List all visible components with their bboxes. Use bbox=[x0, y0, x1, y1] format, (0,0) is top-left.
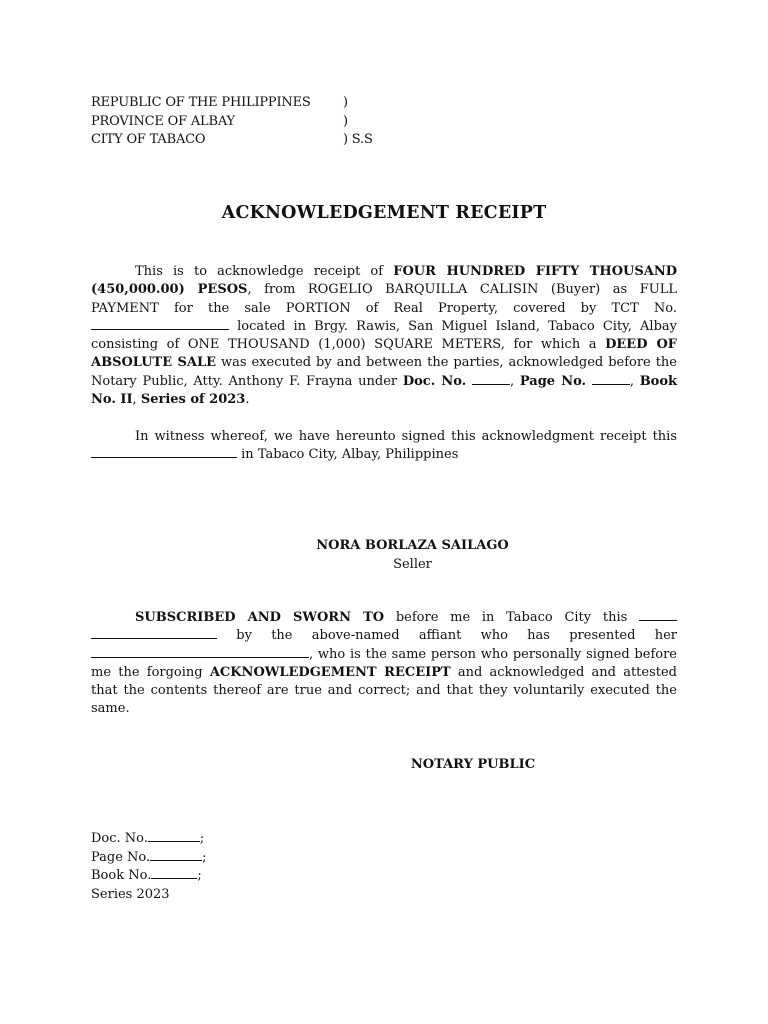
notarial-register-block bbox=[91, 830, 207, 904]
para1-sep-1: , bbox=[509, 373, 520, 389]
para1-sep-3: , bbox=[132, 392, 141, 408]
footer-doc-end: ; bbox=[199, 831, 205, 846]
para3-text-4: and acknowledged and attested that the contents thereof are true and correct; and that they voluntarily executed the same. bbox=[91, 664, 677, 717]
para1-text-4: was executed by and between the parties, acknowledged before the Notary Public, Atty. Anthony F. Frayna under bbox=[91, 355, 677, 389]
witness-paragraph bbox=[91, 428, 677, 465]
id-blank bbox=[91, 656, 309, 658]
signature-block bbox=[0, 537, 768, 574]
venue-ss: ) S.S bbox=[343, 132, 373, 147]
series-label: Series of 2023 bbox=[140, 392, 246, 408]
document-title: ACKNOWLEDGEMENT RECEIPT bbox=[221, 203, 547, 223]
page-no-blank bbox=[592, 383, 630, 385]
receipt-title-ref: ACKNOWLEDGEMENT RECEIPT bbox=[209, 664, 451, 680]
footer-doc-line bbox=[91, 830, 207, 849]
footer-page-end: ; bbox=[202, 849, 207, 865]
venue-city: CITY OF TABACO bbox=[91, 132, 206, 147]
footer-book-end: ; bbox=[197, 868, 202, 883]
signer-name: NORA BORLAZA SAILAGO bbox=[316, 538, 509, 553]
para3-text-2: by the above-named affiant who has presented her bbox=[217, 628, 677, 644]
footer-book-blank bbox=[151, 877, 197, 879]
venue-province: PROVINCE OF ALBAY bbox=[91, 113, 235, 129]
subscribed-sworn-text: SUBSCRIBED AND SWORN TO bbox=[135, 610, 385, 625]
footer-page-blank bbox=[150, 859, 202, 861]
para3-text-3: , who is the same person who personally signed before me the forgoing bbox=[91, 646, 677, 680]
deed-title-text: DEED OF ABSOLUTE SALE bbox=[91, 337, 677, 371]
notary-public-label: NOTARY PUBLIC bbox=[410, 757, 536, 772]
footer-page-line bbox=[91, 849, 207, 868]
signer-role: Seller bbox=[393, 556, 432, 572]
para2-text-2: in Tabaco City, Albay, Philippines bbox=[237, 447, 459, 463]
para1-text-2: , from ROGELIO BARQUILLA CALISIN (Buyer) as FULL PAYMENT for the sale PORTION of Real Property, covered by TCT No. bbox=[91, 282, 677, 316]
day-blank bbox=[639, 619, 677, 621]
venue-bracket: ) bbox=[343, 95, 348, 110]
receipt-paragraph bbox=[91, 263, 677, 409]
para1-sep-2: , bbox=[629, 373, 640, 389]
page-no-label: Page No. bbox=[519, 373, 587, 389]
venue-bracket: ) bbox=[343, 113, 348, 129]
venue-republic: REPUBLIC OF THE PHILIPPINES bbox=[91, 95, 311, 110]
jurat-paragraph bbox=[91, 609, 677, 719]
footer-doc-label: Doc. No. bbox=[91, 831, 148, 846]
footer-book-line bbox=[91, 867, 207, 886]
month-blank bbox=[91, 637, 217, 639]
para1-text-1: This is to acknowledge receipt of bbox=[135, 264, 394, 279]
amount-text: FOUR HUNDRED FIFTY THOUSAND (450,000.00) PESOS bbox=[91, 264, 678, 298]
para2-text-1: In witness whereof, we have hereunto signed this acknowledgment receipt this bbox=[135, 429, 677, 444]
book-no-label: Book No. II bbox=[91, 373, 678, 408]
para1-end: . bbox=[245, 392, 250, 408]
footer-book-label: Book No. bbox=[91, 868, 152, 883]
footer-page-label: Page No. bbox=[91, 849, 151, 865]
date-blank bbox=[91, 456, 237, 458]
para3-text-1: before me in Tabaco City this bbox=[384, 610, 639, 625]
para1-text-3: located in Brgy. Rawis, San Miguel Island, Tabaco City, Albay consisting of ONE THOUSAND (1,000) SQUARE METERS, for which a bbox=[91, 318, 677, 353]
footer-series: Series 2023 bbox=[91, 886, 170, 902]
doc-no-blank bbox=[472, 383, 510, 385]
footer-doc-blank bbox=[148, 840, 200, 842]
doc-no-label: Doc. No. bbox=[402, 373, 467, 389]
tct-number-blank bbox=[91, 328, 229, 330]
